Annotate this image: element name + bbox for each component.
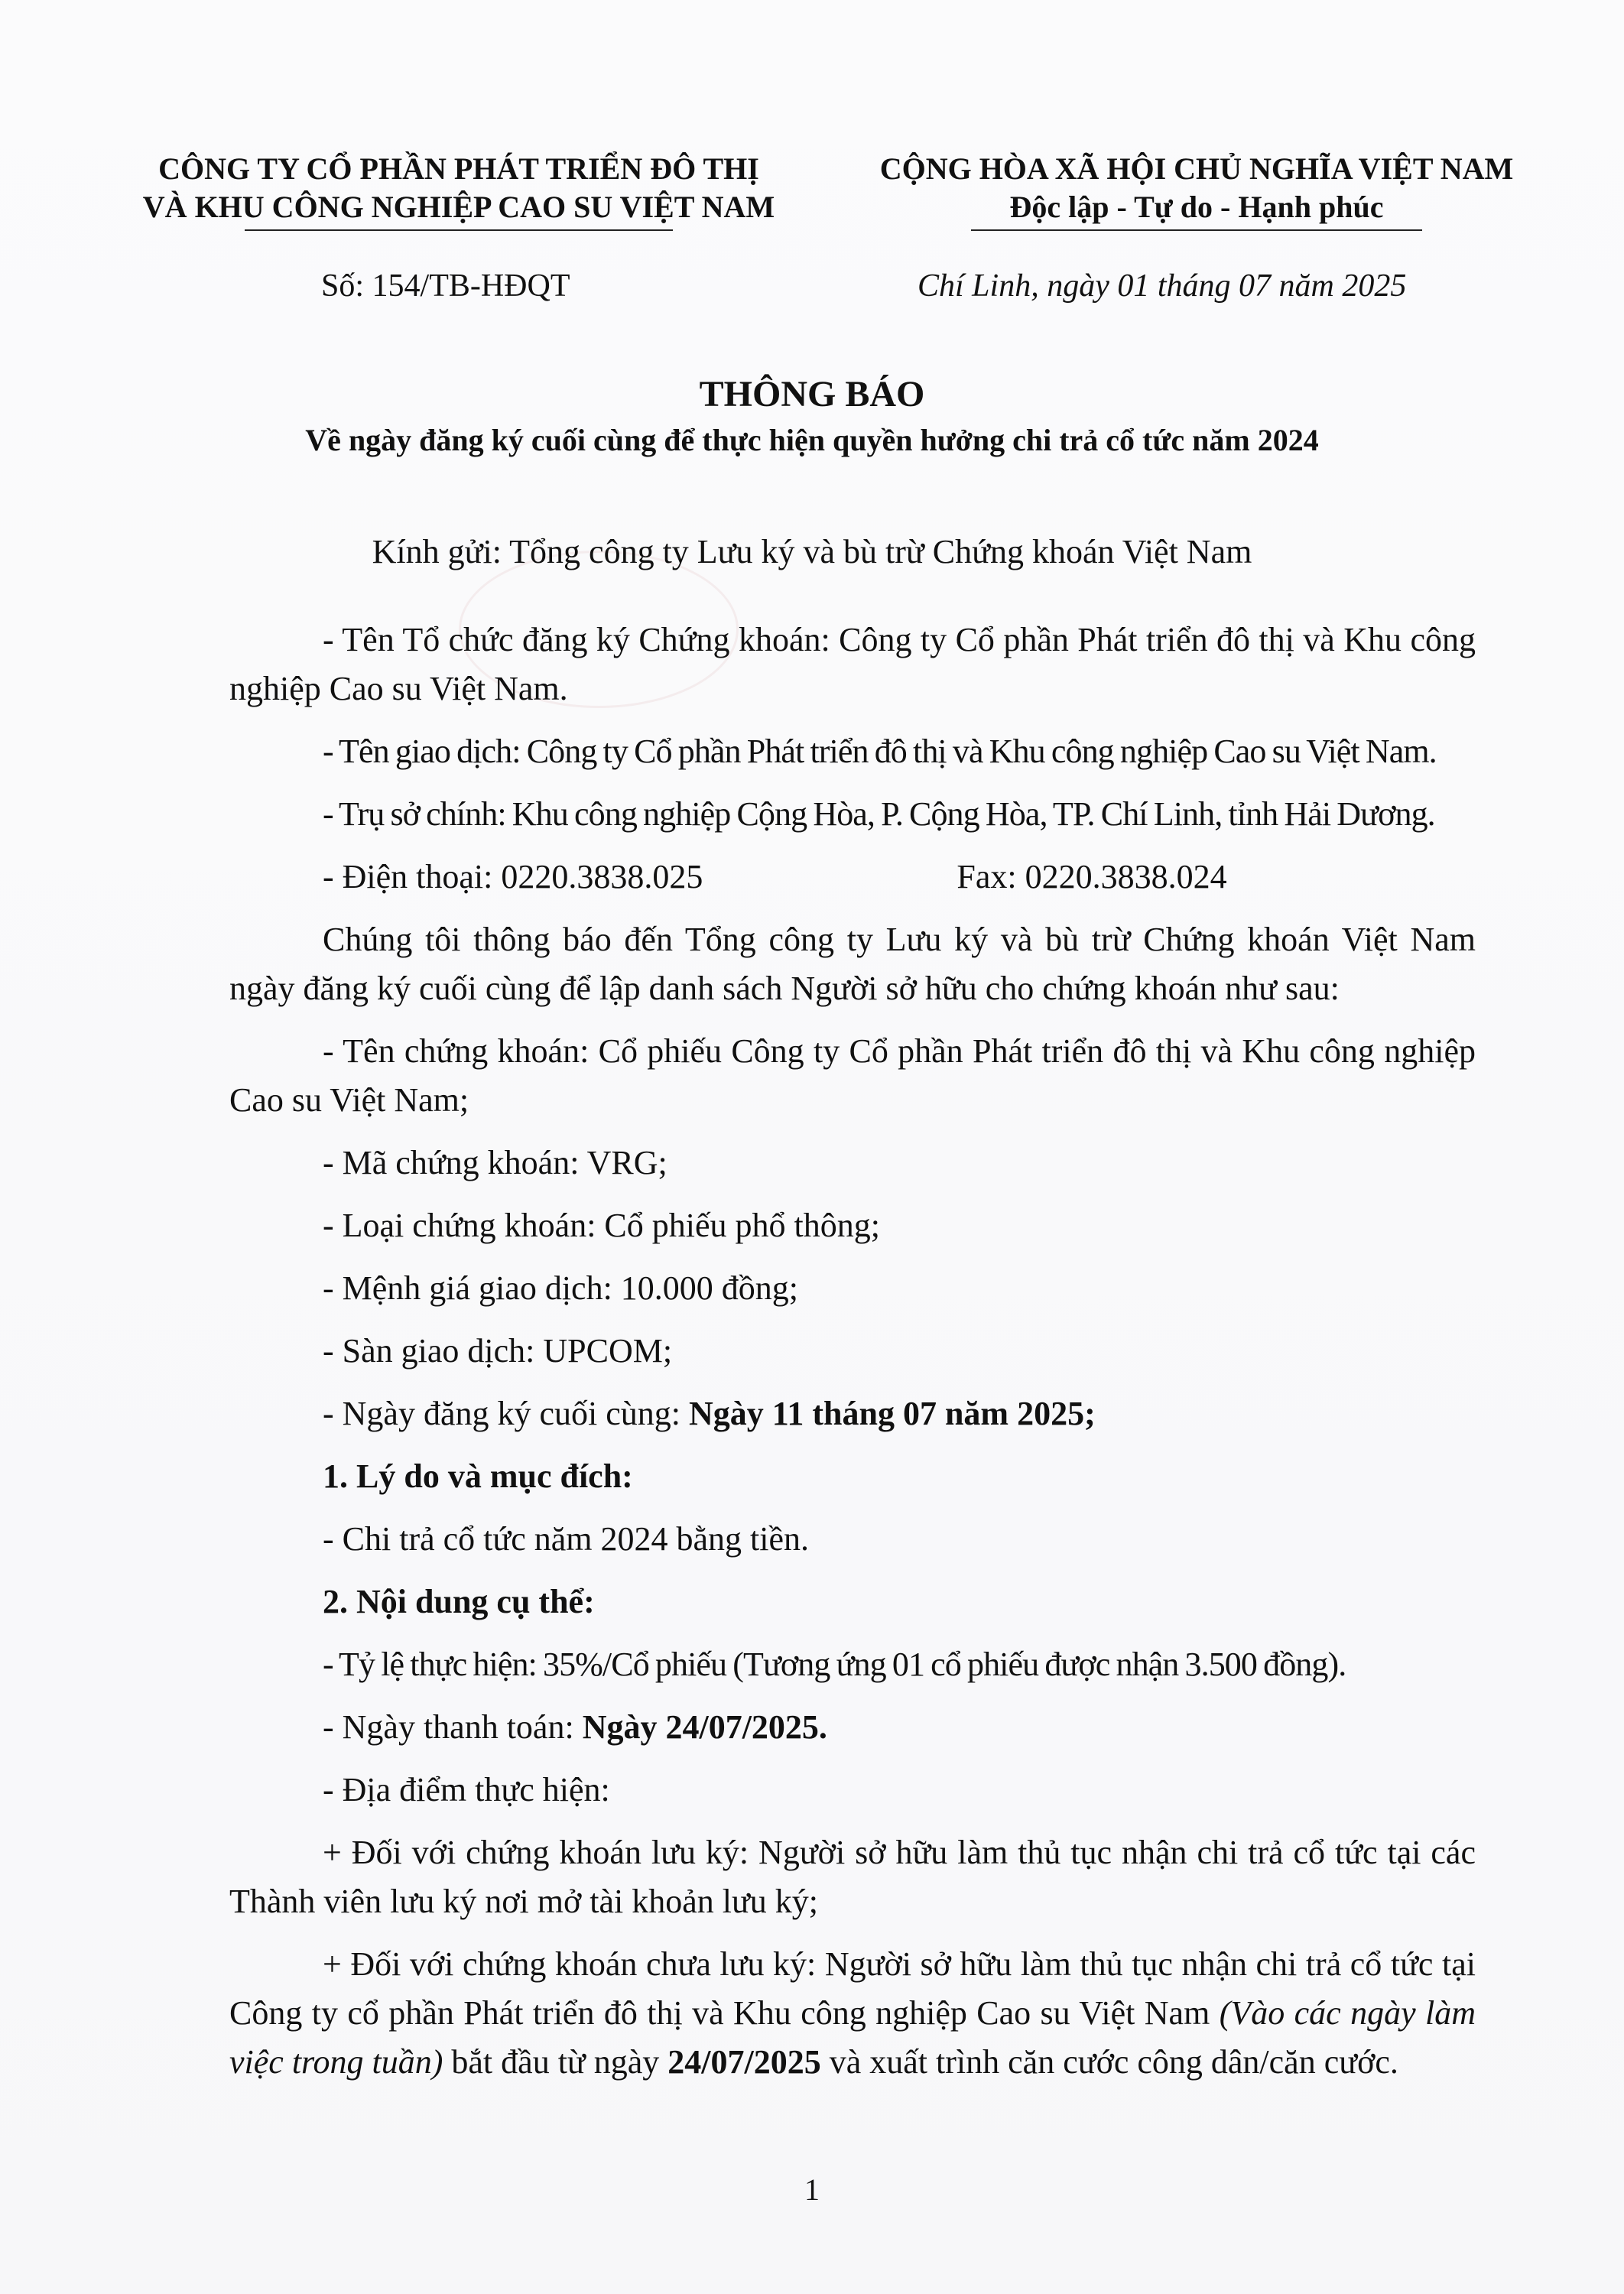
security-par-value: - Mệnh giá giao dịch: 10.000 đồng;: [323, 1269, 799, 1307]
security-exchange: - Sàn giao dịch: UPCOM;: [323, 1332, 673, 1370]
section1-heading-text: 1. Lý do và mục đích:: [323, 1457, 633, 1495]
section1-heading: [229, 1452, 1476, 1501]
section2-heading-text: 2. Nội dung cụ thể:: [323, 1583, 595, 1620]
dividend-ratio: - Tỷ lệ thực hiện: 35%/Cổ phiếu (Tương ứng 01 cổ phiếu được nhận 3.500 đồng).: [323, 1646, 1346, 1683]
record-date-label: - Ngày đăng ký cuối cùng:: [323, 1395, 689, 1432]
page-number: 1: [804, 2172, 820, 2207]
national-header-underline: [971, 229, 1422, 231]
payment-date-value: Ngày 24/07/2025.: [582, 1708, 827, 1746]
undeposited-securities-note: [229, 1940, 1476, 2087]
nation-motto: Độc lập - Tự do - Hạnh phúc: [1009, 190, 1384, 224]
record-date: [229, 1389, 1476, 1438]
company-header-underline: [245, 229, 673, 231]
org-phone: - Điện thoại: 0220.3838.025: [323, 858, 703, 895]
security-type: - Loại chứng khoán: Cổ phiếu phổ thông;: [323, 1207, 880, 1244]
place-and-date: Chí Linh, ngày 01 tháng 07 năm 2025: [918, 268, 1407, 304]
section2-heading: [229, 1578, 1476, 1626]
document-body: [229, 616, 1476, 2101]
payment-date-label: - Ngày thanh toán:: [323, 1708, 583, 1746]
recipient-line: Kính gửi: Tổng công ty Lưu ký và bù trừ Chứng khoán Việt Nam: [372, 533, 1252, 570]
document-title: THÔNG BÁO: [699, 374, 925, 414]
undeposited-text-c: và xuất trình căn cước công dân/căn cước.: [820, 2043, 1398, 2081]
national-header: [841, 150, 1552, 231]
undeposited-text-a: + Đối với chứng khoán chưa lưu ký: Người sở hữu làm thủ tục nhận chi trả cổ tức tại Công ty cổ phần Phát triển đô thị và Khu công nghiệp Cao su Việt Nam: [229, 1945, 1476, 2032]
security-name: - Tên chứng khoán: Cổ phiếu Công ty Cổ phần Phát triển đô thị và Khu công nghiệp Cao su Việt Nam;: [229, 1032, 1476, 1119]
undeposited-italic: (Vào các ngày làm việc trong tuần): [229, 1994, 1476, 2081]
payment-location: - Địa điểm thực hiện:: [323, 1771, 610, 1808]
org-fax: Fax: 0220.3838.024: [957, 858, 1227, 895]
nation-name: CỘNG HÒA XÃ HỘI CHỦ NGHĨA VIỆT NAM: [879, 151, 1514, 186]
org-name: - Tên Tổ chức đăng ký Chứng khoán: Công ty Cổ phần Phát triển đô thị và Khu công nghiệp Cao su Việt Nam.: [229, 621, 1476, 707]
org-trade-name: - Tên giao dịch: Công ty Cổ phần Phát triển đô thị và Khu công nghiệp Cao su Việt Nam.: [323, 733, 1437, 770]
record-date-value: Ngày 11 tháng 07 năm 2025;: [689, 1395, 1096, 1432]
security-code: - Mã chứng khoán: VRG;: [323, 1144, 667, 1181]
document-number: Số: 154/TB-HĐQT: [321, 268, 570, 304]
company-name-line1: CÔNG TY CỔ PHẦN PHÁT TRIỂN ĐÔ THỊ: [158, 151, 759, 186]
section1-text: - Chi trả cổ tức năm 2024 bằng tiền.: [323, 1520, 810, 1558]
undeposited-date: 24/07/2025: [667, 2043, 821, 2081]
company-name-line2: VÀ KHU CÔNG NGHIỆP CAO SU VIỆT NAM: [142, 190, 775, 224]
company-header: [115, 150, 803, 231]
deposited-securities-note: + Đối với chứng khoán lưu ký: Người sở hữu làm thủ tục nhận chi trả cổ tức tại các Thành viên lưu ký nơi mở tài khoản lưu ký;: [229, 1834, 1476, 1920]
undeposited-text-b: bắt đầu từ ngày: [443, 2043, 668, 2081]
org-address: - Trụ sở chính: Khu công nghiệp Cộng Hòa, P. Cộng Hòa, TP. Chí Linh, tỉnh Hải Dương.: [323, 795, 1435, 833]
document-subtitle: Về ngày đăng ký cuối cùng để thực hiện quyền hưởng chi trả cổ tức năm 2024: [305, 423, 1319, 457]
payment-date: [229, 1703, 1476, 1752]
org-contact: [229, 853, 1476, 902]
intro-paragraph: Chúng tôi thông báo đến Tổng công ty Lưu ký và bù trừ Chứng khoán Việt Nam ngày đăng ký cuối cùng để lập danh sách Người sở hữu cho chứng khoán như sau:: [229, 921, 1476, 1007]
